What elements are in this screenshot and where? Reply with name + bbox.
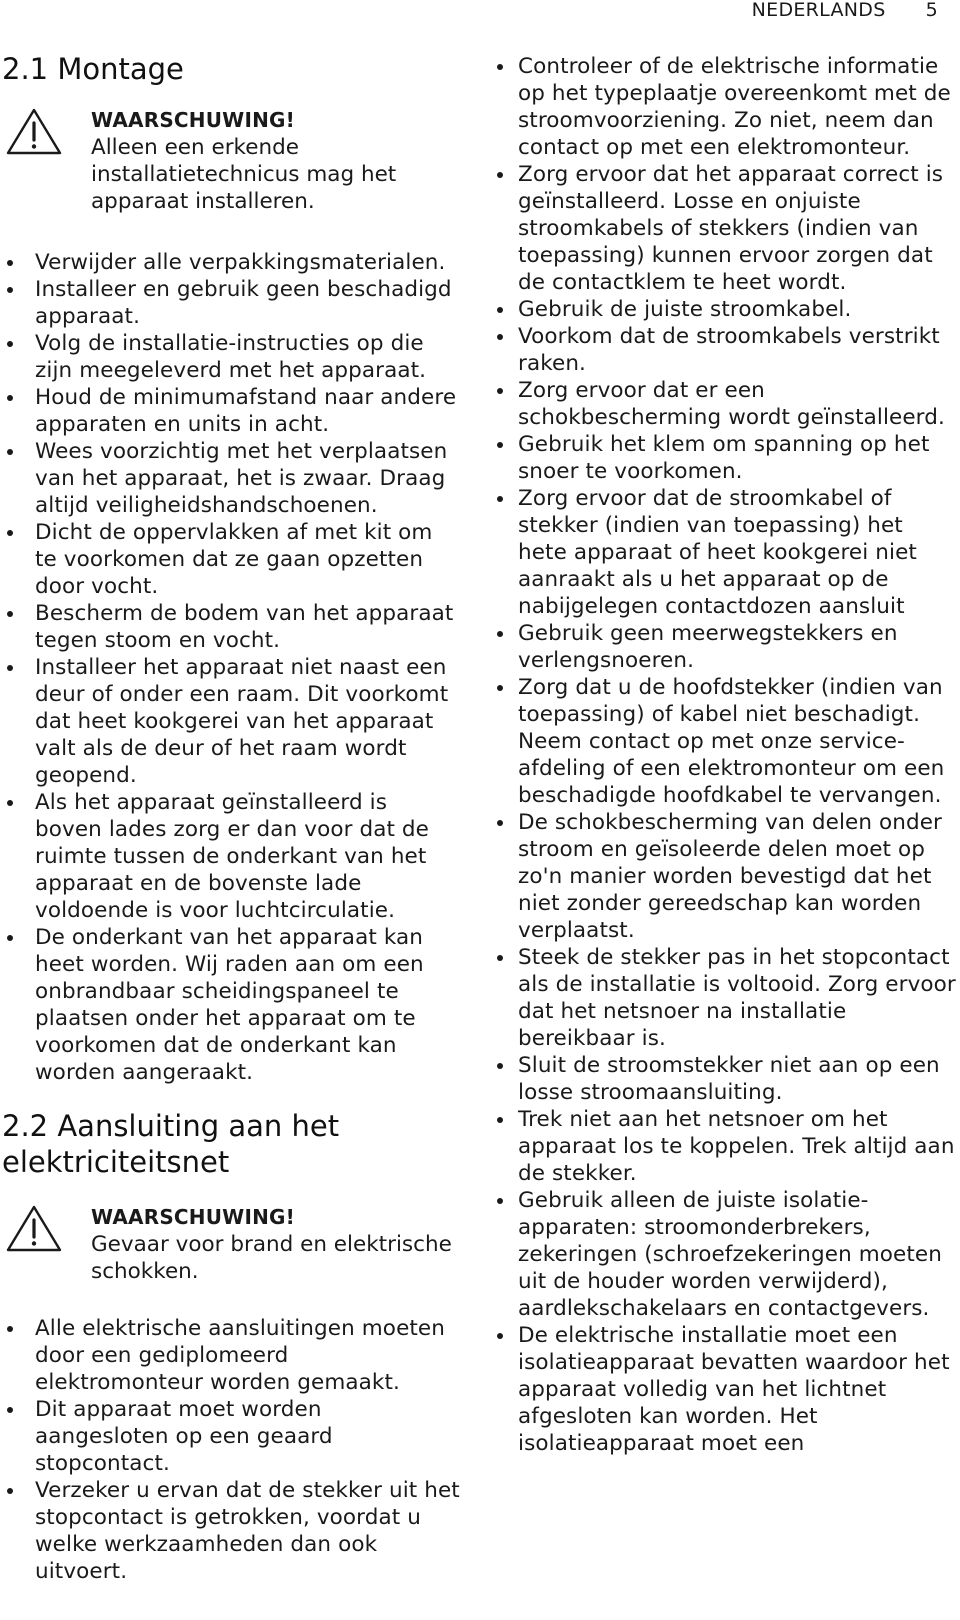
warning-block-montage [2,107,460,215]
warning-block-aansluiting [2,1204,460,1285]
list-item: Gebruik de juiste stroomkabel. [497,296,957,323]
warning-icon [6,1204,62,1252]
list-item: Sluit de stroomstekker niet aan op een losse stroomaansluiting. [497,1052,957,1106]
list-item: Verzeker u ervan dat de stekker uit het stopcontact is getrokken, voordat u welke werkzaamheden dan ook uitvoert. [2,1477,460,1585]
left-column [2,52,460,1585]
list-item: Als het apparaat geïnstalleerd is boven lades zorg er dan voor dat de ruimte tussen de onderkant van het apparaat en de bovenste lade voldoende is voor luchtcirculatie. [2,789,460,924]
list-item: Installeer het apparaat niet naast een deur of onder een raam. Dit voorkomt dat heet kookgerei van het apparaat valt als de deur of het raam wordt geopend. [2,654,460,789]
right-column [497,53,957,1457]
list-item: Zorg ervoor dat er een schokbescherming wordt geïnstalleerd. [497,377,957,431]
list-item: Houd de minimumafstand naar andere apparaten en units in acht. [2,384,460,438]
list-item: Steek de stekker pas in het stopcontact als de installatie is voltooid. Zorg ervoor dat het netsnoer na installatie bereikbaar is. [497,944,957,1052]
warning-text: Alleen een erkende installatietechnicus mag het apparaat installeren. [91,135,397,214]
warning-text: Gevaar voor brand en elektrische schokken. [91,1232,452,1284]
warning-title: WAARSCHUWING! [91,1205,295,1229]
list-item: Installeer en gebruik geen beschadigd apparaat. [2,276,460,330]
list-item: Controleer of de elektrische informatie op het typeplaatje overeenkomt met de stroomvoorziening. Zo niet, neem dan contact op met een elektromonteur. [497,53,957,161]
aansluiting-list-right [497,53,957,1457]
list-item: Zorg ervoor dat de stroomkabel of stekker (indien van toepassing) het hete apparaat of heet kookgerei niet aanraakt als u het apparaat op de nabijgelegen contactdozen aansluit [497,485,957,620]
list-item: Verwijder alle verpakkingsmaterialen. [2,249,460,276]
list-item: Gebruik alleen de juiste isolatie-apparaten: stroomonderbrekers, zekeringen (schroefzekeringen moeten uit de houder worden verwijderd), aardlekschakelaars en contactgevers. [497,1187,957,1322]
list-item: Zorg ervoor dat het apparaat correct is geïnstalleerd. Losse en onjuiste stroomkabels of stekkers (indien van toepassing) kunnen ervoor zorgen dat de contactklem te heet wordt. [497,161,957,296]
header-language: NEDERLANDS [751,0,886,21]
section-title-montage: 2.1 Montage [2,52,184,86]
list-item: Voorkom dat de stroomkabels verstrikt raken. [497,323,957,377]
list-item: De schokbescherming van delen onder stroom en geïsoleerde delen moet op zo'n manier worden bevestigd dat het niet zonder gereedschap kan worden verplaatst. [497,809,957,944]
list-item: Bescherm de bodem van het apparaat tegen stoom en vocht. [2,600,460,654]
list-item: Trek niet aan het netsnoer om het apparaat los te koppelen. Trek altijd aan de stekker. [497,1106,957,1187]
warning-title: WAARSCHUWING! [91,108,295,132]
list-item: De onderkant van het apparaat kan heet worden. Wij raden aan om een onbrandbaar scheidingspaneel te plaatsen onder het apparaat om te voorkomen dat de onderkant kan worden aangeraakt. [2,924,460,1086]
list-item: Dit apparaat moet worden aangesloten op een geaard stopcontact. [2,1396,460,1477]
section-title-aansluiting: 2.2 Aansluiting aan het elektriciteitsnet [2,1109,340,1179]
list-item: Zorg dat u de hoofdstekker (indien van toepassing) of kabel niet beschadigt. Neem contact op met onze service-afdeling of een elektromonteur om een beschadigde hoofdkabel te vervangen. [497,674,957,809]
list-item: Alle elektrische aansluitingen moeten door een gediplomeerd elektromonteur worden gemaakt. [2,1315,460,1396]
warning-icon [6,107,62,155]
page-header [752,0,938,26]
montage-list [2,249,460,1086]
aansluiting-list-left [2,1315,460,1585]
page-number: 5 [925,0,938,21]
list-item: De elektrische installatie moet een isolatieapparaat bevatten waardoor het apparaat volledig van het lichtnet afgesloten kan worden. Het isolatieapparaat moet een [497,1322,957,1457]
list-item: Gebruik het klem om spanning op het snoer te voorkomen. [497,431,957,485]
list-item: Gebruik geen meerwegstekkers en verlengsnoeren. [497,620,957,674]
list-item: Wees voorzichtig met het verplaatsen van het apparaat, het is zwaar. Draag altijd veiligheidshandschoenen. [2,438,460,519]
list-item: Volg de installatie-instructies op die zijn meegeleverd met het apparaat. [2,330,460,384]
list-item: Dicht de oppervlakken af met kit om te voorkomen dat ze gaan opzetten door vocht. [2,519,460,600]
